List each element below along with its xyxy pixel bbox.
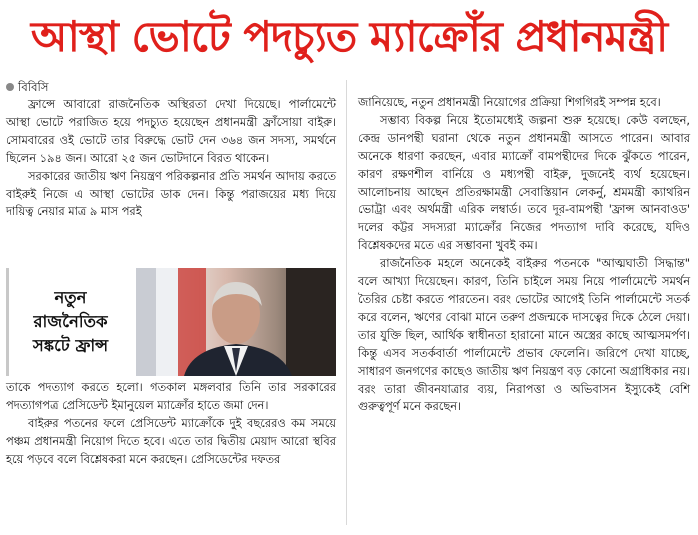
pull-quote-line: নতুন (54, 288, 87, 307)
portrait-illustration (136, 268, 336, 376)
paragraph: জানিয়েছে, নতুন প্রধানমন্ত্রী নিয়োগের প্রক্রিয়া শিগগিরই সম্পন্ন হবে। (358, 95, 661, 109)
column-divider (346, 80, 347, 525)
paragraph: সম্ভাব্য বিকল্প নিয়ে ইতোমধ্যেই জল্পনা শুরু হয়েছে। কেউ বলছেন, কেন্দ্র ডানপন্থী ঘরানা থেকে নতুন প্রধানমন্ত্রী আসতে পারেন। আবার অনেকে ধারণা করছেন, এবার ম্যাক্রোঁ বামপন্থীদের দিকে ঝুঁকতে পারেন, কারণ রক্ষণশীল বার্নিয়ে ও মধ্যপন্থী বাইরু, দুজনেই ব্যর্থ হয়েছেন। আলোচনায় আছেন প্রতিরক্ষামন্ত্রী সেবাস্তিয়ান লেকর্নু, শ্রমমন্ত্রী ক্যাথরিন ভোট্রা এবং অর্থমন্ত্রী এরিক লম্বার্ড। তবে দূর-বামপন্থী 'ফ্রান্স আনবাওড' দলের কট্টর সদস্যরা ম্যাক্রোঁর নিজের পদত্যাগ দাবি করেছে, যদিও বিশ্লেষকদের মতে এর সম্ভাবনা খুবই কম। (358, 112, 690, 253)
dateline-source: বিবিসি (18, 80, 49, 94)
right-column (358, 94, 690, 416)
pull-quote-line: সঙ্কটে ফ্রান্স (32, 336, 109, 355)
pull-quote (6, 268, 132, 376)
pull-quote-box (6, 268, 338, 376)
headline: আস্থা ভোটে পদচ্যুত ম্যাক্রোঁর প্রধানমন্ত্রী (30, 12, 668, 61)
left-column-bottom (6, 379, 336, 469)
left-column-top (6, 96, 336, 221)
portrait-photo (136, 268, 336, 376)
bullet-icon (6, 83, 14, 91)
paragraph: বাইরুর পতনের ফলে প্রেসিডেন্ট ম্যাক্রোঁকে দুই বছরেরও কম সময়ে পঞ্চম প্রধানমন্ত্রী নিয়োগ দিতে হবে। এতে তার দ্বিতীয় মেয়াদ আরো স্থবির হয়ে পড়বে বলে বিশ্লেষকরা মনে করছেন। প্রেসিডেন্টের দফতর (6, 415, 336, 466)
paragraph: তাকে পদত্যাগ করতে হলো। গতকাল মঙ্গলবার তিনি তার সরকারের পদত্যাগপত্র প্রেসিডেন্ট ইমানুয়েল ম্যাক্রোঁর হাতে জমা দেন। (6, 380, 336, 412)
paragraph: ফ্রান্সে আবারো রাজনৈতিক অস্থিরতা দেখা দিয়েছে। পার্লামেন্টে আস্থা ভোটে পরাজিত হয়ে পদচ্যুত হয়েছেন প্রধানমন্ত্রী ফ্রাঁসোয়া বাইরু। সোমবারের ওই ভোটে তার বিরুদ্ধে ভোট দেন ৩৬৪ জন সদস্য, সমর্থনে ছিলেন ১৯৪ জন। আরো ২৫ জন ভোটদানে বিরত থাকেন। (6, 97, 336, 165)
paragraph: সরকারের জাতীয় ঋণ নিয়ন্ত্রণ পরিকল্পনার প্রতি সমর্থন আদায় করতে বাইরুই নিজে এ আস্থা ভোটের ডাক দেন। কিন্তু পরাজয়ের মধ্য দিয়ে দায়িত্ব নেয়ার মাত্র ৯ মাস পরই (6, 168, 336, 219)
paragraph: রাজনৈতিক মহলে অনেকেই বাইরুর পতনকে "আত্মঘাতী সিদ্ধান্ত" বলে আখ্যা দিয়েছেন। কারণ, তিনি চাইলে সময় নিয়ে পার্লামেন্টে সমর্থন তৈরির চেষ্টা করতে পারতেন। বরং ভোটের আগেই তিনি পার্লামেন্টে সতর্ক করে বলেন, ঋণের বোঝা মানে তরুণ প্রজন্মকে দাসত্বের দিকে ঠেলে দেয়া। তার যুক্তি ছিল, আর্থিক স্বাধীনতা হারানো মানে অস্ত্রের কাছে আত্মসমর্পণ। কিন্তু এসব সতর্কবার্তা পার্লামেন্টে প্রভাব ফেলেনি। জরিপে দেখা যাচ্ছে, সাধারণ জনগণের কাছেও জাতীয় ঋণ নিয়ন্ত্রণ বড় কোনো অগ্রাধিকার নয়। বরং তারা জীবনযাত্রার ব্যয়, নিরাপত্তা ও অভিবাসন ইস্যুকেই বেশি গুরুত্বপূর্ণ মনে করছেন। (358, 256, 690, 414)
dateline (6, 78, 49, 96)
pull-quote-line: রাজনৈতিক (33, 312, 108, 331)
